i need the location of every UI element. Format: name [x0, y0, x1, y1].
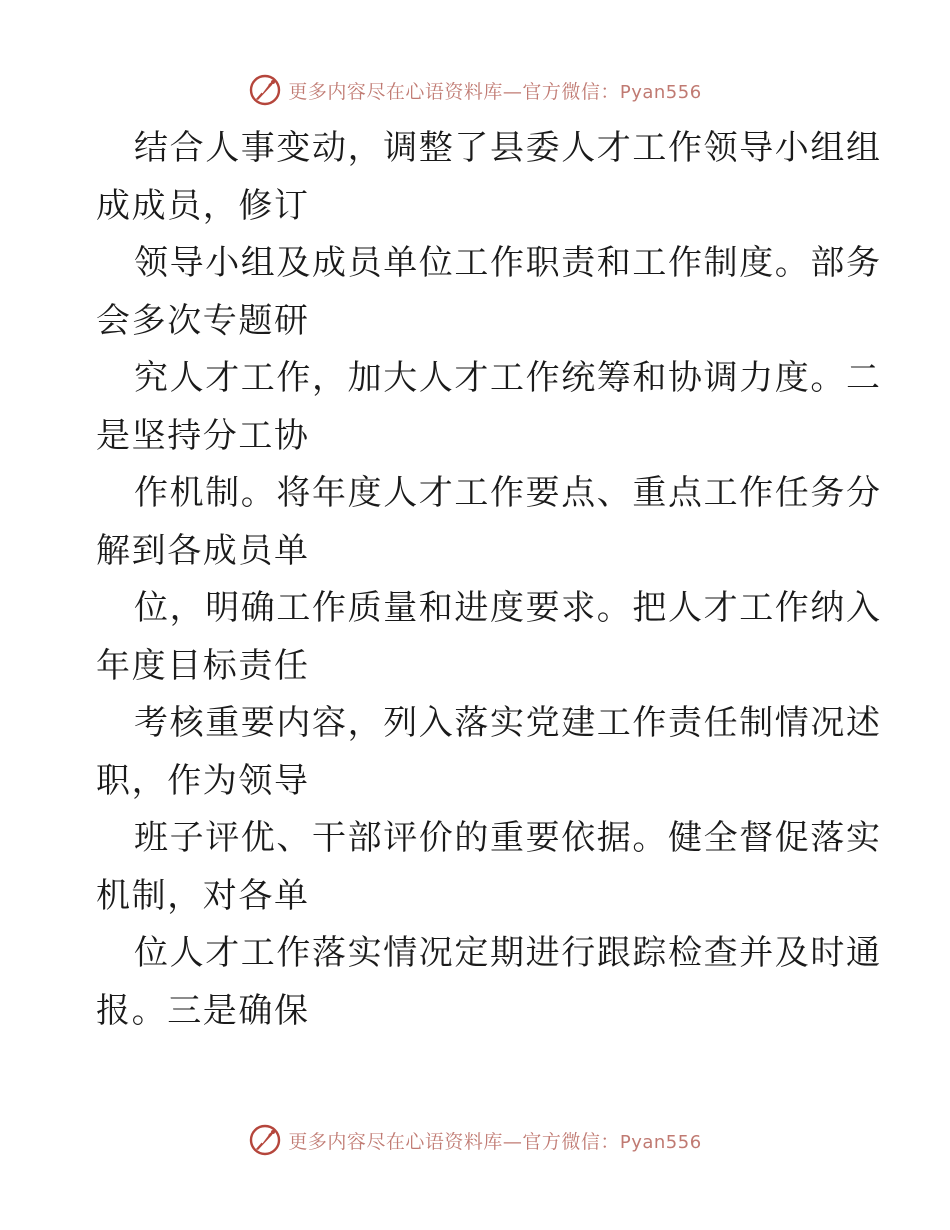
- quill-pen-icon: [248, 73, 282, 107]
- text-line: 是坚持分工协: [96, 415, 310, 456]
- text-line: 班子评优、干部评价的重要依据。健全督促落实: [134, 818, 882, 858]
- quill-pen-icon: [248, 1123, 282, 1157]
- wechat-handle: Pyan556: [619, 81, 702, 103]
- text-line: 解到各成员单: [96, 530, 310, 571]
- banner-text: [288, 77, 701, 104]
- text-line: 作机制。将年度人才工作要点、重点工作任务分: [134, 473, 882, 513]
- text-line: 结合人事变动，调整了县委人才工作领导小组组: [134, 128, 882, 168]
- text-line: 机制，对各单: [96, 875, 310, 916]
- banner-label: 更多内容尽在心语资料库—官方微信：: [288, 80, 620, 103]
- text-line: 考核重要内容，列入落实党建工作责任制情况述: [134, 703, 882, 743]
- text-line: 职，作为领导: [96, 760, 310, 801]
- text-line: 年度目标责任: [96, 645, 310, 686]
- text-line: 会多次专题研: [96, 300, 310, 341]
- banner-label: 更多内容尽在心语资料库—官方微信：: [288, 1130, 620, 1153]
- document-body: [96, 120, 882, 1040]
- text-line: 领导小组及成员单位工作职责和工作制度。部务: [134, 243, 882, 283]
- footer-banner: [0, 1120, 950, 1160]
- text-line: 成成员，修订: [96, 185, 310, 226]
- wechat-handle: Pyan556: [619, 1131, 702, 1153]
- text-line: 报。三是确保: [96, 990, 310, 1031]
- header-banner: [0, 70, 950, 110]
- text-line: 位人才工作落实情况定期进行跟踪检查并及时通: [134, 933, 882, 973]
- text-line: 究人才工作，加大人才工作统筹和协调力度。二: [134, 358, 882, 398]
- text-line: 位，明确工作质量和进度要求。把人才工作纳入: [134, 588, 882, 628]
- banner-text: [288, 1127, 701, 1154]
